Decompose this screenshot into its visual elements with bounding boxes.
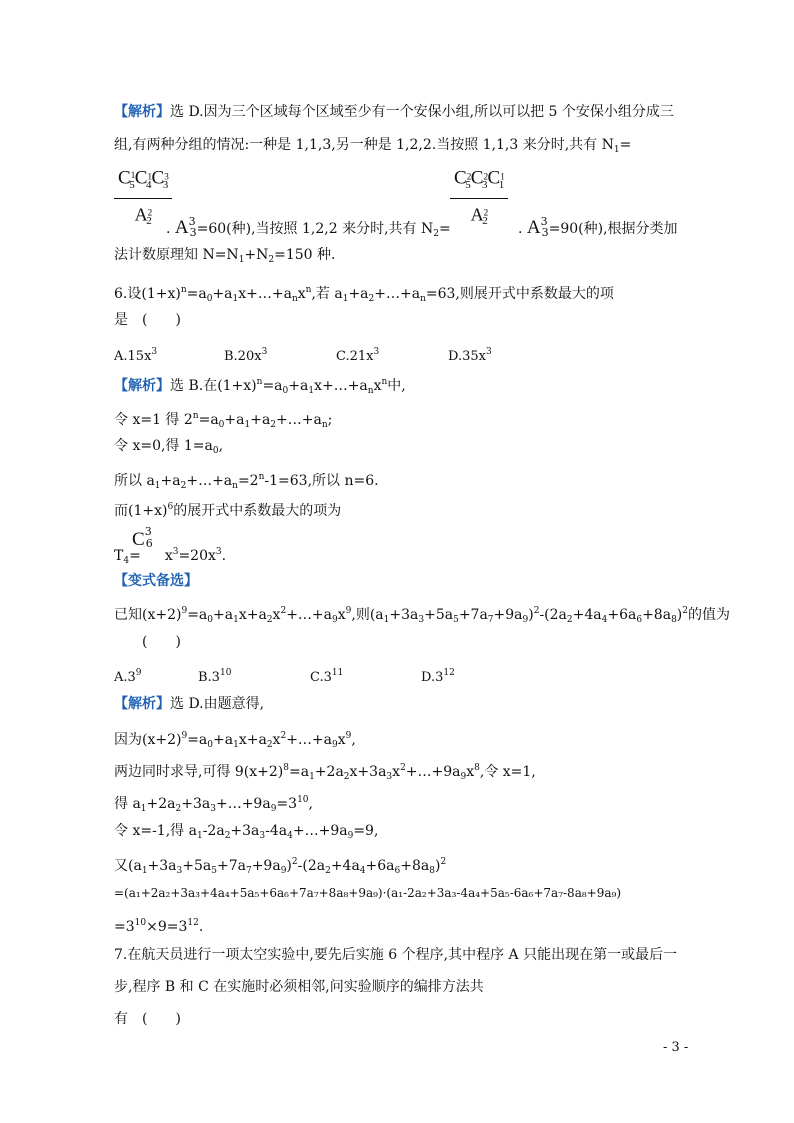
fraction-c5c3c1: $\frac{C^2_5C^2_3C^1_1}{A^2_2}$ bbox=[450, 163, 508, 235]
option-c: $C.3^{11}$ bbox=[310, 668, 344, 685]
option-b: $B.3^{10}$ bbox=[198, 668, 232, 685]
question-6-stem: 是 ( ) bbox=[114, 312, 181, 328]
solution-line: 组,有两种分组的情况:一种是 1,1,3,另一种是 1,2,2.当按照 1,1,3 来分时,共有 $N_1=$ bbox=[114, 137, 632, 155]
analysis-tag: 【解析】 bbox=[114, 104, 170, 120]
question-6-stem: 6.设$(1+x)^n=a_0+a_1x+\dots+a_nx^n$,若 $a_1+a_2+\dots+a_n=63$,则展开式中系数最大的项 bbox=[114, 285, 614, 304]
solution-line: . $A^3_3=90$(种),根据分类加 bbox=[518, 215, 678, 239]
solution-line: 法计数原理知 $N=N_1+N_2=150$ 种. bbox=[114, 247, 336, 265]
option-d: $D.3^{12}$ bbox=[421, 668, 455, 685]
solution-line: =(a₁+2a₂+3a₃+4a₄+5a₅+6a₆+7a₇+8a₈+9a₉)·(a₁-2a₂+3a₃-4a₄+5a₅-6a₆+7a₇-8a₈+9a₉) bbox=[114, 886, 621, 900]
solution-line: $T_4= x^3=20x^3$. bbox=[114, 547, 227, 566]
solution-line: 所以 $a_1+a_2+\dots+a_n=2^n-1=63$,所以 n=6. bbox=[114, 472, 379, 491]
solution-line: $=3^{10}\times 9=3^{12}$. bbox=[114, 918, 204, 935]
option-d: $D.35x^3$ bbox=[448, 347, 492, 364]
variant-stem: ( ) bbox=[142, 634, 181, 650]
option-a: $A.3^9$ bbox=[114, 668, 142, 685]
page-number: - 3 - bbox=[663, 1040, 689, 1055]
question-7-stem: 7.在航天员进行一项太空实验中,要先后实施 6 个程序,其中程序 A 只能出现在第一或最后一 bbox=[114, 947, 678, 963]
solution-line: 【解析】选 D.因为三个区域每个区域至少有一个安保小组,所以可以把 5 个安保小组分成三 bbox=[114, 104, 674, 120]
analysis-tag: 【解析】 bbox=[114, 378, 170, 394]
solution-line: 令 x=0,得 $1=a_0$, bbox=[114, 438, 224, 456]
variant-tag: 【变式备选】 bbox=[114, 573, 198, 589]
solution-line: 又$(a_1+3a_3+5a_5+7a_7+9a_9)^2-(2a_2+4a_4+6a_6+8a_8)^2$ bbox=[114, 857, 447, 876]
solution-line: $C^36$ bbox=[132, 525, 153, 550]
solution-line: 得 $a_1+2a_2+3a_3+\dots+9a_9=3^{10}$, bbox=[114, 795, 313, 814]
solution-line: 令 x=1 得 $2^n=a_0+a_1+a_2+\dots+a_n$; bbox=[114, 411, 333, 430]
option-a: $A.15x^3$ bbox=[114, 347, 158, 364]
solution-line: . $A^3_3=60$(种),当按照 1,2,2 来分时,共有 $N_2=$ bbox=[166, 215, 451, 239]
fraction-c5c4c3: $\frac{C^1_5C^1_4C^3_3}{A^2_2}$ bbox=[114, 163, 172, 235]
solution-line: 【解析】选 D.由题意得, bbox=[114, 696, 265, 712]
solution-line: 而$(1+x)^6$的展开式中系数最大的项为 bbox=[114, 502, 342, 519]
question-7-stem: 步,程序 B 和 C 在实施时必须相邻,问实验顺序的编排方法共 bbox=[114, 979, 484, 995]
solution-line: 因为$(x+2)^9=a_0+a_1x+a_2x^2+\dots+a_9x^9$, bbox=[114, 731, 356, 750]
solution-line: 【解析】选 B.在$(1+x)^n=a_0+a_1x+\dots+a_nx^n$中, bbox=[114, 377, 406, 396]
solution-line: 两边同时求导,可得 $9(x+2)^8=a_1+2a_2x+3a_3x^2+\dots+9a_9x^8$,令 x=1, bbox=[114, 763, 536, 782]
analysis-tag: 【解析】 bbox=[114, 696, 170, 712]
solution-line: 令 x=-1,得 $a_1-2a_2+3a_3-4a_4+\dots+9a_9=9$, bbox=[114, 823, 379, 841]
question-7-stem: 有 ( ) bbox=[114, 1011, 181, 1027]
variant-heading bbox=[114, 571, 198, 591]
variant-stem: 已知$(x+2)^9=a_0+a_1x+a_2x^2+\dots+a_9x^9$,则$(a_1+3a_3+5a_5+7a_7+9a_9)^2-(2a_2+4a_4+6a_6+8a_8)^2$的值为 bbox=[114, 606, 730, 625]
option-c: $C.21x^3$ bbox=[336, 347, 380, 364]
option-b: $B.20x^3$ bbox=[224, 347, 268, 364]
